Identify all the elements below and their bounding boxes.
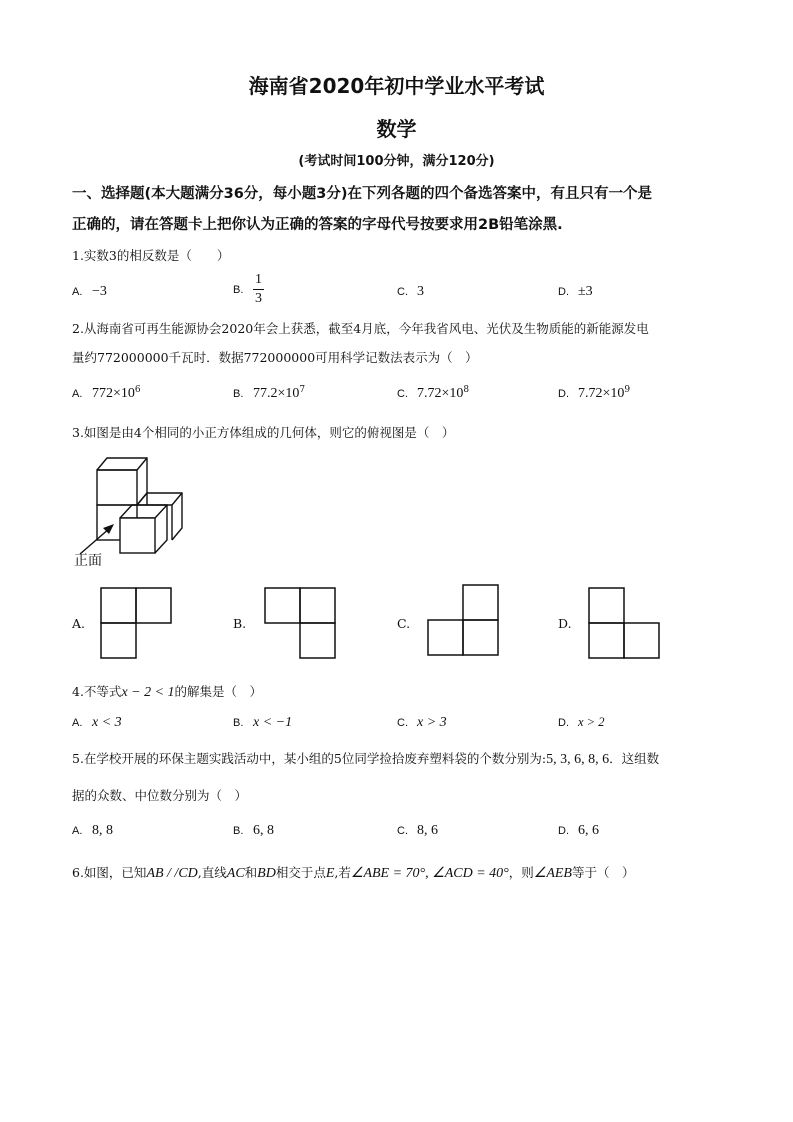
q6-text: ，则 — [508, 865, 534, 880]
option-exponent: 6 — [134, 385, 141, 395]
q6-math: AC — [226, 866, 245, 881]
square — [300, 588, 335, 623]
cube-face — [137, 493, 182, 505]
option-value: −3 — [92, 284, 107, 299]
q6-text: 和 — [244, 865, 258, 880]
cube-face — [120, 505, 167, 518]
q4-option-d — [558, 714, 604, 730]
q5-stem-prefix: 5.在学校开展的环保主题实践活动中，某小组的5位同学捡拾废弃塑料袋的个数分别为: — [72, 751, 547, 766]
q3-option-c-figure — [427, 584, 499, 656]
q6-math: AB / /CD — [146, 866, 198, 881]
q3-stem: 3.如图是由4个相同的小正方体组成的几何体，则它的俯视图是（ ） — [72, 425, 455, 440]
q2-option-b — [233, 385, 305, 402]
cube-face — [120, 518, 155, 553]
q5-data: 5, 3, 6, 8, 6 — [546, 752, 610, 767]
q5-stem-line1 — [72, 749, 659, 768]
square — [463, 585, 498, 620]
q6-math: E — [325, 866, 335, 881]
q6-math: ∠ABE = 70°, ∠ACD = 40° — [350, 866, 509, 881]
option-exponent: 7 — [299, 385, 306, 395]
q3-label-d: D. — [558, 616, 572, 631]
square — [463, 620, 498, 655]
option-label: D. — [558, 825, 569, 837]
option-value: ±3 — [578, 284, 593, 299]
option-label: B. — [233, 717, 244, 729]
option-label: C. — [397, 286, 408, 298]
fraction — [253, 271, 264, 308]
q1-option-b — [233, 271, 264, 308]
option-label: C. — [397, 825, 408, 837]
q4-option-b — [233, 714, 292, 731]
q4-inequality: x − 2 < 1 — [121, 685, 175, 700]
option-value: 8, 8 — [92, 823, 113, 838]
fraction-numerator: 1 — [253, 271, 264, 290]
square — [624, 623, 659, 658]
q3-label-b: B. — [233, 616, 247, 631]
q5-stem-suffix: ．这组数 — [609, 751, 660, 766]
option-base: 77.2×10 — [253, 386, 300, 402]
square — [589, 588, 624, 623]
q3-option-b-figure — [264, 587, 336, 659]
option-label: A. — [72, 825, 83, 837]
q3-label-c: C. — [397, 616, 411, 631]
q4-option-c — [397, 714, 447, 731]
cube-face — [97, 458, 147, 470]
q6-math: ∠AEB — [533, 866, 572, 881]
square — [101, 588, 136, 623]
q3-option-d-figure — [588, 587, 660, 659]
option-value: 6, 6 — [578, 823, 599, 838]
option-value: 8, 6 — [417, 823, 438, 838]
q2-stem-line2: 量约772000000千瓦时．数据772000000可用科学记数法表示为（ ） — [72, 350, 478, 365]
q3-option-a-figure — [100, 587, 172, 659]
option-value: x < −1 — [253, 715, 293, 730]
option-exponent: 8 — [463, 385, 470, 395]
square — [428, 620, 463, 655]
q4-stem — [72, 682, 262, 701]
q3-label-a: A. — [72, 616, 86, 631]
q6-math: BD — [257, 866, 276, 881]
option-value: x > 3 — [417, 715, 447, 730]
square — [300, 623, 335, 658]
option-label: A. — [72, 717, 83, 729]
option-label: B. — [233, 388, 244, 401]
option-base: 7.72×10 — [578, 386, 625, 402]
cube-face — [97, 458, 147, 505]
q6-text: ,若 — [334, 865, 351, 880]
option-label: B. — [233, 283, 244, 296]
q5-stem-line2: 据的众数、中位数分别为（ ） — [72, 788, 248, 803]
option-label: D. — [558, 286, 569, 298]
q6-stem — [72, 863, 635, 882]
option-label: A. — [72, 286, 83, 298]
q4-option-a — [72, 714, 122, 731]
cube-face — [97, 470, 137, 505]
square — [101, 623, 136, 658]
subject-title: 数学 — [376, 117, 417, 141]
q6-text: 6.如图，已知 — [72, 865, 147, 880]
q4-stem-prefix: 4.不等式 — [72, 684, 122, 699]
q2-option-a — [72, 385, 141, 402]
q4-stem-suffix: 的解集是（ ） — [174, 684, 263, 699]
option-base: 7.72×10 — [417, 386, 464, 402]
option-base: 772×10 — [92, 386, 135, 402]
exam-info: (考试时间100分钟，满分120分) — [298, 154, 495, 169]
q2-option-d — [558, 385, 630, 402]
q1-stem: 1.实数3的相反数是（ ） — [72, 248, 230, 263]
option-label: B. — [233, 825, 244, 837]
option-value: 6, 8 — [253, 823, 274, 838]
q1-option-c — [397, 283, 424, 300]
q6-text: 等于（ ） — [572, 865, 635, 880]
option-label: C. — [397, 717, 408, 729]
square — [589, 623, 624, 658]
front-label: 正面 — [74, 553, 102, 569]
q5-option-c — [397, 822, 438, 839]
q5-option-a — [72, 822, 113, 839]
q5-option-b — [233, 822, 274, 839]
q6-text: ,直线 — [197, 865, 227, 880]
square — [265, 588, 300, 623]
q1-option-d — [558, 283, 593, 300]
fraction-denominator: 3 — [255, 291, 262, 306]
q1-option-a — [72, 283, 107, 300]
section-heading-line1: 一、选择题(本大题满分36分，每小题3分)在下列各题的四个备选答案中，有且只有一个是 — [72, 186, 653, 202]
option-exponent: 9 — [624, 385, 631, 395]
q2-option-c — [397, 385, 469, 402]
q5-option-d — [558, 822, 599, 839]
option-label: D. — [558, 388, 569, 401]
square — [136, 588, 171, 623]
cube-solid-figure — [60, 450, 200, 560]
option-value: 3 — [417, 284, 424, 299]
page-title: 海南省2020年初中学业水平考试 — [248, 74, 545, 98]
option-label: D. — [558, 717, 569, 729]
option-label: C. — [397, 388, 408, 401]
q2-stem-line1: 2.从海南省可再生能源协会2020年会上获悉，截至4月底，今年我省风电、光伏及生物质能的新能源发电 — [72, 321, 649, 336]
section-heading-line2: 正确的，请在答题卡上把你认为正确的答案的字母代号按要求用2B铅笔涂黑. — [72, 217, 563, 233]
option-value: x < 3 — [92, 715, 122, 730]
option-value: x > 2 — [578, 715, 605, 729]
q6-text: 相交于点 — [275, 865, 326, 880]
option-label: A. — [72, 388, 83, 401]
